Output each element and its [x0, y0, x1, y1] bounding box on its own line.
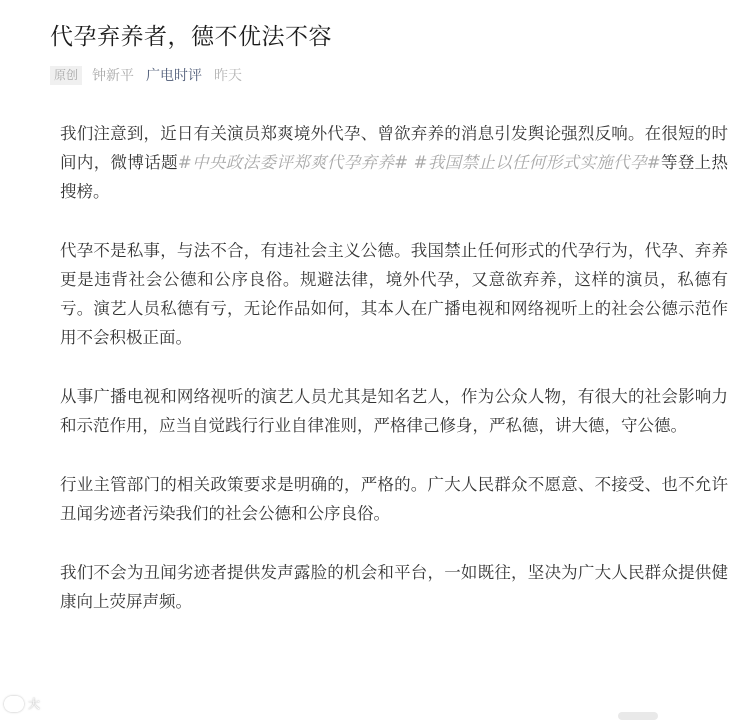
paragraph-3: 从事广播电视和网络视听的演艺人员尤其是知名艺人，作为公众人物，有很大的社会影响力和示范作用，应当自觉践行行业自律准则，严格律己修身，严私德，讲大德，守公德。 — [60, 387, 728, 435]
article-title: 代孕弃养者，德不优法不容 — [50, 24, 332, 50]
paragraph-4: 行业主管部门的相关政策要求是明确的，严格的。广大人民群众不愿意、不接受、也不允许丑闻劣迹者污染我们的社会公德和公序良俗。 — [60, 475, 728, 523]
hashtag-topic-1[interactable]: #中央政法委评郑爽代孕弃养# — [177, 153, 409, 172]
paragraph-2: 代孕不是私事，与法不合，有违社会主义公德。我国禁止任何形式的代孕行为，代孕、弃养更是违背社会公德和公序良俗。规避法律，境外代孕，又意欲弃养，这样的演员，私德有亏。演艺人员私德有亏，无论作品如何，其本人在广播电视和网络视听上的社会公德示范作用不会积极正面。 — [60, 241, 728, 347]
paragraph-5: 我们不会为丑闻劣迹者提供发声露脸的机会和平台，一如既往，坚决为广大人民群众提供健康向上荧屏声频。 — [60, 563, 728, 611]
original-badge: 原创 — [50, 66, 82, 85]
paragraph-1-text-before: 我们注意到，近日有关演员郑爽境外代孕、曾欲弃养的消息引发舆论强烈反响。在很短的时间内，微博话题 — [60, 124, 728, 172]
author-name: 钟新平 — [92, 68, 135, 84]
scroll-indicator — [618, 712, 658, 720]
account-link[interactable]: 广电时评 — [146, 68, 203, 84]
watermark-logo-icon — [4, 696, 24, 712]
watermark — [4, 695, 40, 712]
article-meta — [50, 65, 242, 85]
paragraph-1-text-after: 等登上热搜榜。 — [60, 153, 729, 201]
article-body — [60, 119, 728, 646]
watermark-text: 大 — [28, 697, 41, 711]
publish-time: 昨天 — [214, 68, 243, 84]
hashtag-topic-2[interactable]: #我国禁止以任何形式实施代孕# — [413, 153, 661, 172]
paragraph-1 — [60, 119, 728, 206]
